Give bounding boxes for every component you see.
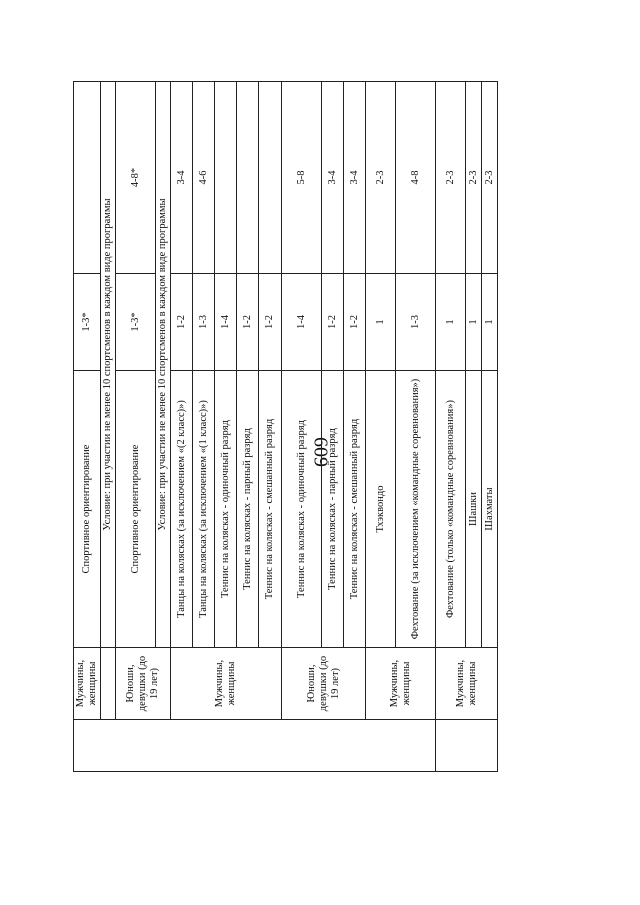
sport-cell: Теннис на колясках - смешанный разряд: [344, 371, 366, 648]
count-cell: 3-4: [322, 82, 344, 274]
table-row: [74, 82, 101, 772]
sport-cell: Теннис на колясках - одиночный разряд: [282, 371, 322, 648]
age-cell: 1: [436, 274, 466, 371]
group-cell: [101, 648, 116, 720]
count-cell: 2-3: [482, 82, 498, 274]
sport-cell: Тхэквондо: [366, 371, 396, 648]
count-cell: 4-6: [193, 82, 215, 274]
blank-column: [74, 720, 436, 772]
count-cell: 4-8*: [116, 82, 156, 274]
sport-cell: Шахматы: [482, 371, 498, 648]
sport-cell: Теннис на колясках - смешанный разряд: [259, 371, 282, 648]
count-cell: [259, 82, 282, 274]
count-cell: 5-8: [282, 82, 322, 274]
age-cell: 1-4: [215, 274, 237, 371]
count-cell: [237, 82, 259, 274]
sport-cell: Теннис на колясках - парный разряд: [322, 371, 344, 648]
count-cell: 3-4: [344, 82, 366, 274]
count-cell: 4-8: [396, 82, 436, 274]
blank-column: [436, 720, 498, 772]
sport-cell: Танцы на колясках (за исключением «(2 класс)»): [171, 371, 193, 648]
condition-cell: Условие: при участии не менее 10 спортсменов в каждом виде программы: [156, 82, 171, 648]
age-cell: 1: [466, 274, 482, 371]
table-row: [436, 82, 466, 772]
sport-cell: Фехтование (за исключением «командные соревнования»): [396, 371, 436, 648]
age-cell: 1: [482, 274, 498, 371]
group-cell: Мужчины, женщины: [171, 648, 282, 720]
group-cell: Мужчины, женщины: [74, 648, 101, 720]
age-cell: 1: [366, 274, 396, 371]
table-row: [116, 82, 156, 772]
condition-cell: Условие: при участии не менее 10 спортсменов в каждом виде программы: [101, 82, 116, 648]
count-cell: 2-3: [366, 82, 396, 274]
age-cell: 1-3: [193, 274, 215, 371]
sport-cell: Спортивное ориентирование: [74, 371, 101, 648]
group-cell: Юноши, девушки (до 19 лет): [116, 648, 171, 720]
group-cell: Мужчины, женщины: [366, 648, 436, 720]
age-cell: 1-2: [259, 274, 282, 371]
sport-cell: Спортивное ориентирование: [116, 371, 156, 648]
table-row: [171, 82, 193, 772]
age-cell: 1-2: [171, 274, 193, 371]
age-cell: 1-2: [322, 274, 344, 371]
sport-cell: Теннис на колясках - одиночный разряд: [215, 371, 237, 648]
count-cell: 2-3: [436, 82, 466, 274]
age-cell: 1-3*: [116, 274, 156, 371]
group-cell: Юноши, девушки (до 19 лет): [282, 648, 366, 720]
sports-table: [73, 81, 498, 772]
sport-cell: Теннис на колясках - парный разряд: [237, 371, 259, 648]
sport-cell: Фехтование (только «командные соревнования»): [436, 371, 466, 648]
group-cell: Мужчины, женщины: [436, 648, 498, 720]
table-row: [101, 82, 116, 772]
age-cell: 1-3: [396, 274, 436, 371]
rotated-table-wrapper: [73, 117, 495, 772]
count-cell: [215, 82, 237, 274]
age-cell: 1-2: [237, 274, 259, 371]
count-cell: 2-3: [466, 82, 482, 274]
table-row: [282, 82, 322, 772]
table-row: [366, 82, 396, 772]
count-cell: 3-4: [171, 82, 193, 274]
page-number: 609: [309, 437, 332, 467]
age-cell: 1-4: [282, 274, 322, 371]
age-cell: 1-3*: [74, 274, 101, 371]
sport-cell: Танцы на колясках (за исключением «(1 класс)»): [193, 371, 215, 648]
sport-cell: Шашки: [466, 371, 482, 648]
age-cell: 1-2: [344, 274, 366, 371]
count-cell: [74, 82, 101, 274]
